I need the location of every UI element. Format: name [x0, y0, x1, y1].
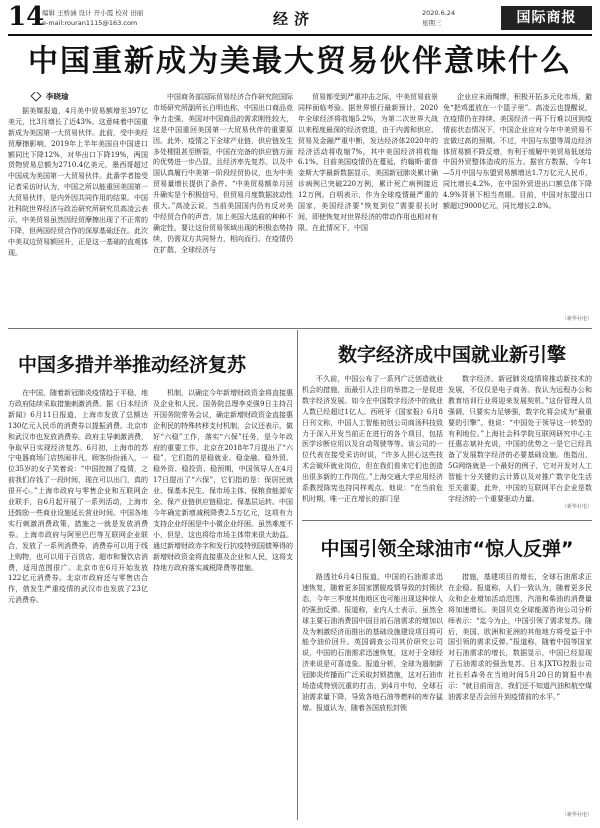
- article1-credit: （新华社电）: [561, 316, 592, 322]
- date-line: 2020.6.24: [422, 9, 456, 17]
- article1-column-1: [8, 92, 148, 324]
- article2-column-1: [8, 388, 148, 820]
- section-divider-2: [302, 520, 592, 521]
- article3-column-1: [302, 572, 443, 820]
- article1-text-3: 贸易都受到严重冲击之际，中美贸易前景同样面临考验。据世界银行最新预计，2020年全球经济将收缩5.2%，为第二次世界大战以来程度最深的经济衰退，由于内需和供应、贸易及金融严重中断，发达经济体2020年的经济活动将收缩7%，其中美国经济将收缩6.1%。目前美国疫情仍在蔓延，约翰斯·霍普金斯大学最新数据显示，美国新冠肺炎累计确诊病例已突破220万例，累计死亡病例接近12万例。白明表示，作为全球疫情最严重的国家，美国经济要“恢复到位”需要很长时间，即使恢复对世界经济的带动作用也相对有限。在此情况下，中国: [298, 93, 438, 232]
- pen-icon: [30, 92, 41, 102]
- article1-column-4: [443, 92, 592, 314]
- email-line: e-mail:rouran1115@163.com: [42, 19, 138, 27]
- article1-column-3: [298, 92, 438, 324]
- page-number: 14: [8, 2, 45, 32]
- article3-text-1: 路透社6月4日报道，中国的石油需求迅速恢复，随着更多国家摆脱疫情导致的封锁状态，今年三季度其他地区也可能出现这种惊人的强劲反弹。报道称，业内人士表示，虽然全球主要石油消费国中国目前石油需求的增加以及为刺激经济而推出的基础设施建设项目将可能令油价回升。英国调查公司其价研究公司说，中国的石油需求迅速恢复，这对于全球经济来说是可喜迹象。报道分析，全球为遏制新冠肺炎传播而广泛采取封锁措施，这对石油市场造成特别沉重的打击，到4月中旬，全球石油需求量下降，导致各地石油等燃料的库存猛增。报道认为，随着各国放松封锁: [302, 573, 443, 712]
- page-header: [8, 4, 592, 36]
- article3-headline: 中国引领全球油市“惊人反弹”: [320, 538, 574, 560]
- editor-line: 编辑 王桥涵 设计 开小霞 校对 田丽: [42, 9, 144, 17]
- digital-column-1: [302, 374, 443, 512]
- article-digital-headline: 数字经济成中国就业新引擎: [337, 344, 566, 366]
- issue-date: [422, 8, 455, 28]
- main-headline: 中国重新成为美最大贸易伙伴意味什么: [28, 44, 572, 79]
- article3-credit: （新华社电）: [561, 812, 592, 818]
- article2-text-2: 机制，以确定今年新增财政资金将直接惠及企业和人民。国务院总理李克强9日主持召开国务院常务会议，确定新增财政资金直接惠企利民的特殊转移支付机制，会议还表示，做好“六稳”工作，落实“六保”任务，是今年政府的重要工作。北京在2018年7月提出了“六稳”，它们指的是稳就业、稳金融、稳外贸、稳外资、稳投资、稳预期，中国领导人在4月17日提出了“六保”，它们指的是：保居民就业、保基本民生、保市场主体、保粮食能源安全、保产业链供应链稳定、保基层运转。中国今年确定新增减税降费2.5万亿元，这项有力支持企业纾困是中小微企业纾困。虽然难度不小，但是，这也将给市场主体带来很大助益。通过新增财政赤字和发行抗疫特别国债筹得的新增财政资金将直接惠及企业和人民，这将支持地方政府落实减税降费等措施。: [153, 389, 293, 572]
- author-name: 李晓瑜: [46, 92, 69, 101]
- article3-text-2: 措施，基建项目的增长，全球石油需求正在企稳。报道称，人们一致认为，随着更多民众和企业增加活动范围，汽油和柴油的消费量将加速增长。美国贝克全球能源咨询公司分析师表示：“迄今为止，中国引领了需求复苏。随后，美国、欧洲和亚洲的其他地方将受益于中国引领的需求反弹。”报道称，随着中国等国家对石油需求的增长，数据显示，中国已经显现了石油需求的强劲复苏。日本JXTG控股公司社长杉森务在当地时间5月20日的简报中表示：“就目前而言，我们还不知道汽油和航空煤油需求是否会回升到疫情前的水平。”: [448, 573, 592, 701]
- section-title: 经济: [273, 10, 316, 28]
- editor-info: [42, 8, 143, 28]
- article1-text-1: 据美媒报道，4月美中贸易额增至397亿美元，比3月增长了近43%。这意味着中国重新成为美国第一大贸易伙伴。此前，受中美经贸摩擦影响，2019年上半年美国自中国进口额同比下降12%，对华出口下降19%，两国货物贸易总额为2710.4亿美元，墨西哥超过中国成为美国第一大贸易伙伴。此番学者接受记者采访时认为，中国之所以能重回美国第一大贸易伙伴，是内外因共同作用的结果。中国社科院世界经济与政治研究所研究员高凌云表示，中美贸易虽然因经贸摩擦出现了不正常的下降，但两国经贸合作的深厚基础还在。此次中美双边贸易额回升，正是这一基础的直观体现。: [8, 106, 148, 257]
- newspaper-logo: 国际商报: [501, 6, 592, 30]
- digital-text-2: 数字经济。新冠肺炎疫情将推动新技术的发展，不仅仅是电子商务。我认为远程办公和教育培训行业将迎来发展契机。”这份管理人员强调，只要实力足够强，数字化将会成为“最重要的引擎”。他说：“中国处于领导这一转型的有利地位。”上海社会科学院互联网研究中心主任惠志斌补充说，中国的优势之一是它已经具备了发展数字经济的必要基础设施。他指出，5G网络就是一个最好的例子，它对开发对人工智能十分关键的云计算以及对推广数字化生活至关重要，此外，中国的互联网平台企业是数字经济的一个重要驱动力量。: [448, 375, 592, 502]
- article1-text-2: 中国商务部国际贸易经济合作研究院国际市场研究所副所长白明也称，中国出口商品竞争力走强，美国对中国商品的需求刚性较大，这是中国重回美国第一大贸易伙伴的重要原因。此外，疫情之下全球产业链、供应链发生多处梗阻甚至断裂，中国在完备的供应链方面的优势进一步凸显，且经济率先复苏，以及中国认真履行中美第一阶段经贸协议，也为中美贸易量增长提供了条件。“中美贸易额单月回升确实是个积极信号，但贸易月度数据波动性很大。”高凌云说，当前美国国内仍有反对美中经贸合作的声音，加上美国大选前的种种不确定性，要让这份贸易领域出现的积极态势持续，仍需双方共同努力，相向而行。在疫情仍在扩散，全球经济与: [153, 93, 293, 254]
- weekday-line: 星期三: [422, 19, 442, 27]
- section-divider: [8, 328, 592, 329]
- digital-column-2: [448, 374, 592, 502]
- digital-text-1: 不久前，中国公布了一系列广泛创造就业机会的措施，而最引人注目的举措之一是促进数字经济发展。如今在中国数字经济中的就业人数已经超过1亿人。西班牙《国家报》6月8日刊文称，中国人工智能初创公司商汤科技致力于深入开发当前正在进行的各个项目，包括医学诊断应用以及自动驾驶等等。该公司的一位代表在接受采访时说，“许多人担心这些技术会破坏就业岗位，但在我们看来它们也创造出很多新的工作岗位。”上海交通大学应用经济系教授陈宪也持同样观点。他说：“在当前危机时期，唯一正在增长的部门是: [302, 375, 443, 503]
- article2-headline: 中国多措并举推动经济复苏: [18, 354, 247, 376]
- column-divider: [297, 330, 298, 820]
- article1-text-4: 企业应未雨绸缪，积极开拓多元化市场，避免“把鸡蛋放在一个篮子里”。高凌云也提醒说，在疫情仍在持续、美国经济一再下行难以回到疫情前状态情况下，中国企业应对今年中美贸易不宜做过高的预期。不过，中国与东盟等周边经济体贸易额不降反增，有利于缓解中美贸易低迷给中国外贸整体造成的压力。据官方数据，今年1—5月中国与东盟贸易额增达1.7万亿元人民币，同比增长4.2%，在中国外贸进出口额总体下降4.9%背景下相当亮眼。目前，中国对东盟出口额超过9000亿元，同比增长2.8%。: [443, 93, 592, 211]
- article2-column-2: [153, 388, 293, 820]
- byline: [8, 92, 148, 103]
- article2-text-1: 在中国，随着新冠肺炎疫情趋于平稳，地方政府陆续采取措施刺激消费。据《日本经济新闻》6月11日报道，上海市发放了总额达130亿元人民币的消费券以提振消费。北京市和武汉市也发放消费券。政府主导刺激消费，争取早日实现经济复苏。6月初，上海市的苏宁电器商场门店热闹非凡，顾客纷纷涌入，一位35岁的女子笑着说：“中国控制了疫情，之前我们存钱了一段时间，现在可以出门，真的很开心。”上海市政府与零售企业和互联网企业联手，自6月起开展了一系列活动，上海市还鼓励一些商业设施延长营业时间。中国各地实行刺激消费政策，措施之一就是发放消费券。上海市政府与阿里巴巴等互联网企业联合，发放了一系列消费券，消费券可以用于线上购物，也可以用于百货店、超市和餐饮店消费，适用范围很广。北京市在6月开始发放122亿元消费券。北京市政府还与零售店合作，借发生严重疫情的武汉市也发放了23亿元消费券。: [8, 389, 148, 605]
- article3-column-2: [448, 572, 592, 810]
- article1-column-2: [153, 92, 293, 324]
- digital-credit: （新华社电）: [561, 504, 592, 510]
